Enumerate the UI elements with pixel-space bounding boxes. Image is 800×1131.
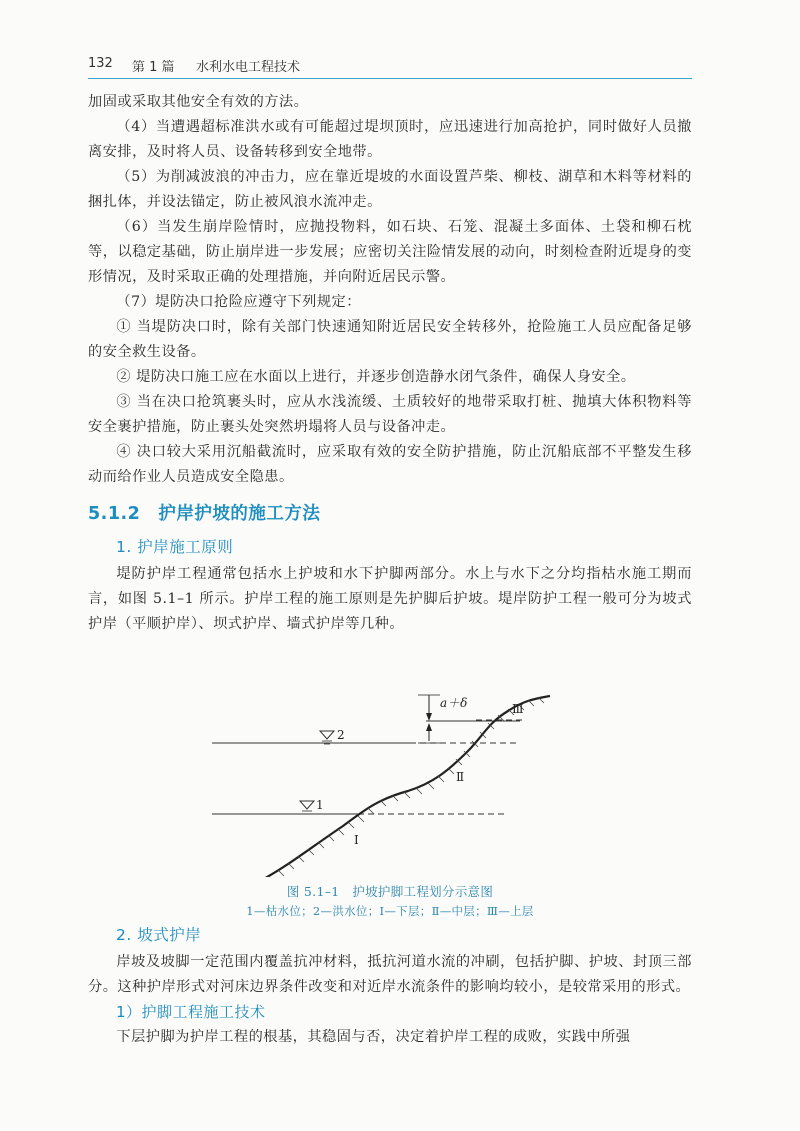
part-label: 第 1 篇 <box>132 60 175 75</box>
slope-hatching <box>268 697 544 877</box>
section-title: 护岸护坡的施工方法 <box>158 504 321 524</box>
paragraph: ① 当堤防决口时，除有关部门快速通知附近居民安全转移外，抢险施工人员应配备足够的安全救生设备。 <box>88 319 692 360</box>
section-number: 5.1.2 <box>88 504 141 524</box>
water-mark-2 <box>320 731 334 739</box>
paragraph: 下层护脚为护岸工程的根基，其稳固与否，决定着护岸工程的成败，实践中所强 <box>116 1029 631 1045</box>
book-title: 水利水电工程技术 <box>196 60 301 75</box>
paragraph: 堤防护岸工程通常包括水上护坡和水下护脚两部分。水上与水下之分均指枯水施工期而言，如图 5.1–1 所示。护岸工程的施工原则是先护脚后护坡。堤岸防护工程一般可分为坡式护岸（平顺护岸）、坝式护岸、墙式护岸等几种。 <box>88 566 692 632</box>
paragraph: （6）当发生崩岸险情时，应抛投物料，如石块、石笼、混凝土多面体、土袋和柳石枕等，以稳定基础，防止崩岸进一步发展；应密切关注险情发展的动向，时刻检查附近堤身的变形情况，及时采取正确的处理措施，并向附近居民示警。 <box>88 219 692 285</box>
figure-legend: 1—枯水位；2—洪水位；Ⅰ—下层；Ⅱ—中层；Ⅲ—上层 <box>246 904 534 918</box>
page-header <box>88 52 692 79</box>
subsubsection-heading: 1）护脚工程施工技术 <box>116 1003 266 1021</box>
label-water-1: 1 <box>316 798 325 812</box>
paragraph: （4）当遭遇超标准洪水或有可能超过堤坝顶时，应迅速进行加高抢护，同时做好人员撤离安排，及时将人员、设备转移到安全地带。 <box>88 119 692 160</box>
figure-caption: 图 5.1–1 护坡护脚工程划分示意图 <box>286 884 494 899</box>
page-body <box>88 90 692 1050</box>
figure-slope-protection <box>88 641 692 919</box>
slope-diagram <box>88 641 692 877</box>
paragraph: （7）堤防决口抢险应遵守下列规定： <box>116 294 361 310</box>
water-mark-1 <box>300 801 314 809</box>
label-water-2: 2 <box>337 728 346 742</box>
paragraph: （5）为削减波浪的冲击力，应在靠近堤坡的水面设置芦柴、柳枝、湖草和木料等材料的捆扎体，并设法锚定，防止被风浪水流冲走。 <box>88 169 692 210</box>
paragraph: 加固或采取其他安全有效的方法。 <box>88 94 309 110</box>
label-a-delta: a＋δ <box>440 696 468 710</box>
label-layer-I: Ⅰ <box>354 833 360 847</box>
section-heading <box>88 502 692 527</box>
page-number: 132 <box>88 56 113 71</box>
paragraph: 岸坡及坡脚一定范围内覆盖抗冲材料，抵抗河道水流的冲刷，包括护脚、护坡、封顶三部分。这种护岸形式对河床边界条件改变和对近岸水流条件的影响均较小，是较常采用的形式。 <box>88 954 692 995</box>
paragraph: ③ 当在决口抢筑裹头时，应从水浅流缓、土质较好的地带采取打桩、抛填大体积物料等安全裹护措施，防止裹头处突然坍塌将人员与设备冲走。 <box>88 394 692 435</box>
slope-surface <box>260 696 550 877</box>
subsection-heading: 1. 护岸施工原则 <box>116 538 234 556</box>
subsection-heading: 2. 坡式护岸 <box>116 926 202 944</box>
paragraph: ④ 决口较大采用沉船截流时，应采取有效的安全防护措施，防止沉船底部不平整发生移动而给作业人员造成安全隐患。 <box>88 444 692 485</box>
label-layer-III: Ⅲ <box>512 702 525 716</box>
paragraph: ② 堤防决口施工应在水面以上进行，并逐步创造静水闭气条件，确保人身安全。 <box>116 369 636 385</box>
label-layer-II: Ⅱ <box>456 770 465 784</box>
